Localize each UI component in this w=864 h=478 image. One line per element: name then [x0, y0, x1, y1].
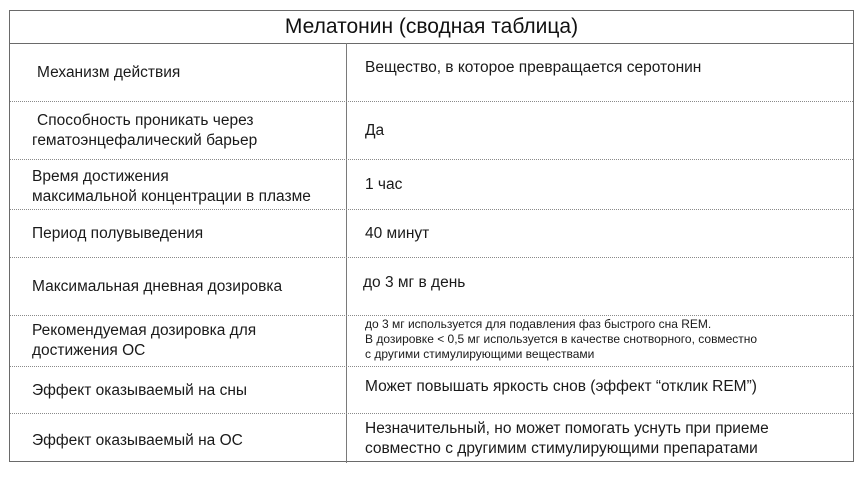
property-cell [10, 258, 347, 315]
property-label: Период полувыведения [32, 225, 204, 242]
value-text: до 3 мг используется для подавления фаз быстрого сна REM. [365, 317, 712, 331]
property-cell [10, 367, 347, 413]
property-label: Время достижения [32, 168, 169, 185]
value-text: Незначительный, но может помогать уснуть при приеме [365, 420, 769, 437]
property-cell [10, 160, 347, 209]
value-text: Может повышать яркость снов (эффект “отклик REM”) [365, 378, 757, 395]
property-label: Способность проникать через [37, 112, 254, 129]
value-cell [347, 316, 853, 366]
value-text: 1 час [365, 176, 403, 193]
value-cell [347, 414, 853, 463]
table-row [10, 210, 853, 258]
property-label: Эффект оказываемый на сны [32, 382, 248, 399]
property-label: достижения ОС [32, 342, 146, 359]
table-row [10, 102, 853, 160]
property-label: Максимальная дневная дозировка [32, 278, 283, 295]
value-text: совместно с другимим стимулирующими препаратами [365, 440, 758, 457]
value-text: Вещество, в которое превращается серотонин [365, 59, 702, 76]
value-cell [347, 210, 853, 257]
property-label: Рекомендуемая дозировка для [32, 322, 257, 339]
property-label: Эффект оказываемый на ОС [32, 432, 243, 449]
table-row [10, 414, 853, 463]
property-cell [10, 210, 347, 257]
value-text: Да [365, 122, 385, 139]
value-cell [347, 160, 853, 209]
property-cell [10, 414, 347, 463]
table-row [10, 316, 853, 367]
value-cell [347, 43, 853, 101]
property-cell [10, 43, 347, 101]
value-text: до 3 мг в день [363, 274, 466, 291]
table-row [10, 367, 853, 414]
table-row [10, 160, 853, 210]
value-cell [347, 102, 853, 159]
table-row [10, 258, 853, 316]
value-text: В дозировке < 0,5 мг используется в качестве снотворного, совместно [365, 332, 758, 346]
value-cell [347, 258, 853, 315]
value-text: 40 минут [365, 225, 430, 242]
summary-table [9, 10, 854, 462]
property-label: Механизм действия [37, 64, 181, 81]
property-label: максимальной концентрации в плазме [32, 188, 311, 205]
property-label: гематоэнцефалический барьер [32, 132, 258, 149]
table-title: Мелатонин (сводная таблица) [10, 11, 853, 44]
property-cell [10, 102, 347, 159]
value-text: с другими стимулирующими веществами [365, 347, 595, 361]
property-cell [10, 316, 347, 366]
table-row [10, 43, 853, 102]
value-cell [347, 367, 853, 413]
